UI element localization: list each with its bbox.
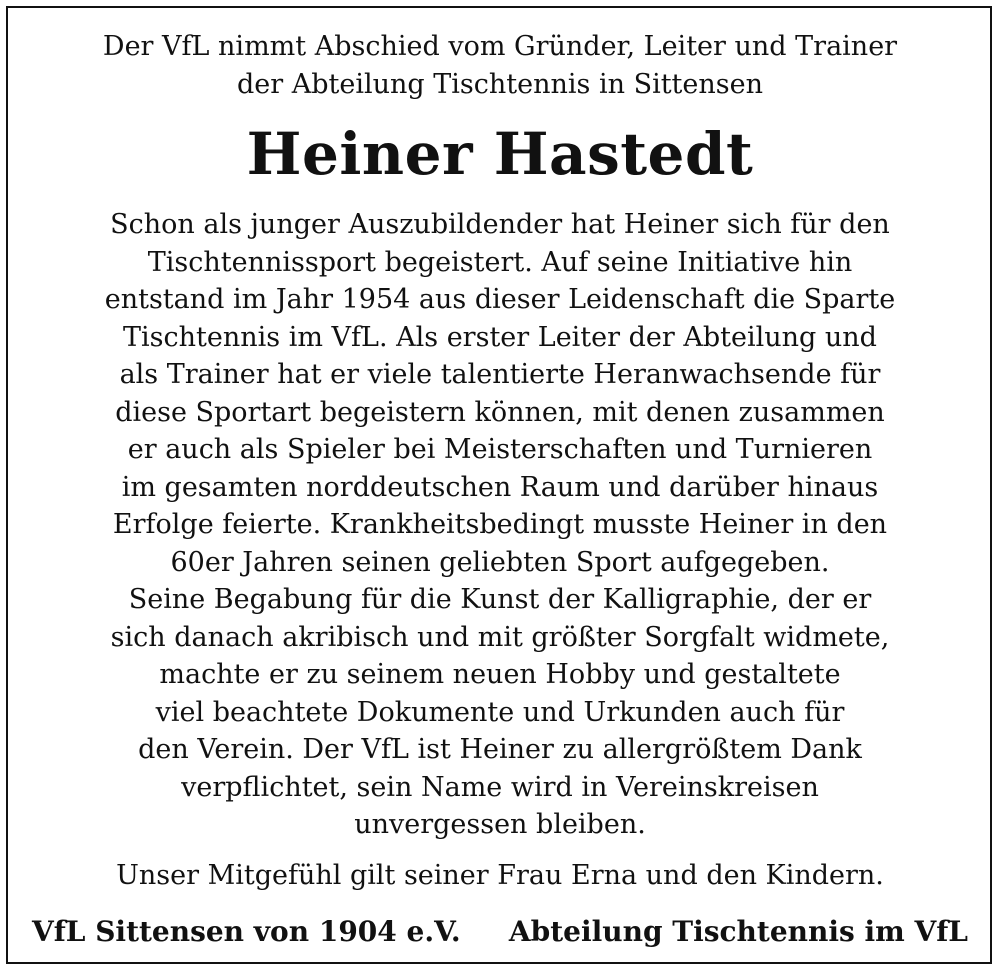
tribute-line: unvergessen bleiben. [354,809,646,840]
tribute-line: machte er zu seinem neuen Hobby und gestaltete [159,659,841,690]
tribute-line: Erfolge feierte. Krankheitsbedingt musste Heiner in den [112,509,888,540]
club-name: VfL Sittensen von 1904 e.V. [32,915,461,948]
tribute-line: Tischtennissport begeistert. Auf seine Initiative hin [147,246,853,278]
condolence-text: Unser Mitgefühl gilt seiner Frau Erna und den Kindern. [116,859,884,891]
intro-line: Der VfL nimmt Abschied vom Gründer, Leiter und Trainer [102,31,898,62]
tribute-line: verpflichtet, sein Name wird in Vereinskreisen [181,771,819,803]
tribute-line: als Trainer hat er viele talentierte Heranwachsende für [119,359,881,390]
tribute-line: diese Sportart begeistern können, mit denen zusammen [115,396,885,428]
tribute-line: viel beachtete Dokumente und Urkunden auch für [155,696,845,728]
tribute-line: er auch als Spieler bei Meisterschaften und Turnieren [127,434,873,465]
tribute-line: im gesamten norddeutschen Raum und darüber hinaus [121,471,879,503]
department-name: Abteilung Tischtennis im VfL [508,915,968,948]
tribute-line: den Verein. Der VfL ist Heiner zu allergrößtem Dank [138,734,862,765]
deceased-name: Heiner Hastedt [246,120,754,188]
tribute-line: 60er Jahren seinen geliebten Sport aufgegeben. [170,546,830,578]
tribute-line: sich danach akribisch und mit größter Sorgfalt widmete, [110,621,890,653]
intro-text [0,28,1000,104]
tribute-line: Schon als junger Auszubildender hat Heiner sich für den [110,209,890,240]
tribute-line: Tischtennis im VfL. Als erster Leiter der Abteilung und [123,321,877,353]
intro-line: der Abteilung Tischtennis in Sittensen [237,69,763,100]
tribute-line: Seine Begabung für die Kunst der Kalligraphie, der er [128,584,872,615]
tribute-line: entstand im Jahr 1954 aus dieser Leidenschaft die Sparte [104,284,896,315]
tribute-text [0,206,1000,844]
